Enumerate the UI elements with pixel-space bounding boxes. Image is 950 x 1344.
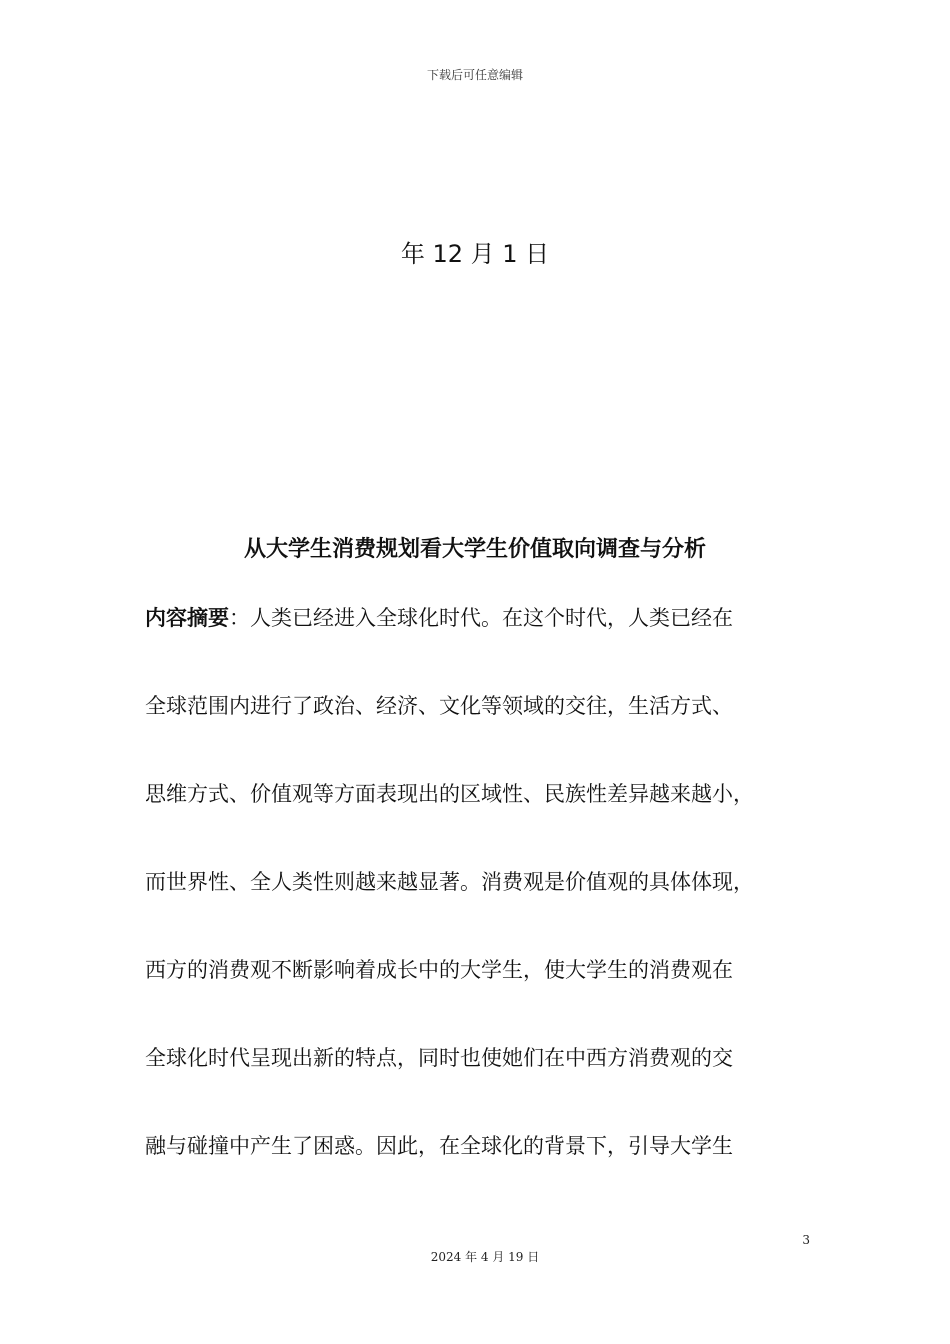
abstract-line: 思维方式、价值观等方面表现出的区域性、民族性差异越来越小，	[145, 782, 754, 806]
abstract-line: 融与碰撞中产生了困惑。因此，在全球化的背景下，引导大学生	[145, 1134, 733, 1158]
abstract-text: ：人类已经进入全球化时代。在这个时代，人类已经在	[229, 606, 733, 630]
abstract-line	[145, 600, 825, 636]
footer-date: 2024 年 4 月 19 日	[430, 1250, 540, 1264]
abstract-line: 全球化时代呈现出新的特点，同时也使她们在中西方消费观的交	[145, 1046, 733, 1070]
header-note: 下载后可任意编辑	[426, 68, 523, 82]
abstract-line: 西方的消费观不断影响着成长中的大学生，使大学生的消费观在	[145, 958, 733, 982]
page-number: 3	[802, 1233, 810, 1247]
abstract-line: 全球范围内进行了政治、经济、文化等领域的交往，生活方式、	[145, 694, 733, 718]
cover-date: 年 12 月 1 日	[400, 240, 550, 268]
abstract	[145, 600, 825, 1216]
document-title: 从大学生消费规划看大学生价值取向调查与分析	[243, 537, 706, 562]
abstract-line: 而世界性、全人类性则越来越显著。消费观是价值观的具体体现，	[145, 870, 754, 894]
abstract-label: 内容摘要	[145, 606, 229, 630]
